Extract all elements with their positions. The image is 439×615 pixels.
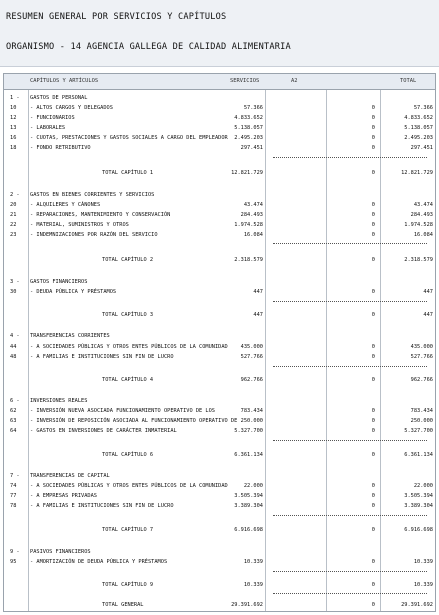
table-row: 21 - REPARACIONES, MANTENIMIENTO Y CONSERVACIÓN 284.493 0 284.493 [10, 212, 433, 218]
table-row: 44 - A SOCIEDADES PÚBLICAS Y OTROS ENTES PÚBLICOS DE LA COMUNIDAD 435.000 0 435.000 [10, 344, 433, 350]
chapter-total-row: TOTAL CAPÍTULO 6 6.361.134 0 6.361.134 [102, 452, 433, 458]
subtotal-rule [273, 366, 427, 367]
subtotal-rule [273, 515, 427, 516]
table-row: 7 - TRANSFERENCIAS DE CAPITAL [10, 473, 110, 479]
table-row: 12 - FUNCIONARIOS 4.833.652 0 4.833.652 [10, 115, 433, 121]
table-row: 3 - GASTOS FINANCIEROS [10, 279, 88, 285]
table-row: 77 - A EMPRESAS PRIVADAS 3.505.394 0 3.505.394 [10, 493, 433, 499]
subtotal-rule [273, 243, 427, 244]
chapter-total-row: TOTAL CAPÍTULO 1 12.821.729 0 12.821.729 [102, 170, 433, 176]
subtotal-rule [273, 301, 427, 302]
table-header [4, 74, 435, 90]
summary-table [3, 73, 436, 612]
table-row: 20 - ALQUILERES Y CÁNONES 43.474 0 43.474 [10, 202, 433, 208]
table-row: 48 - A FAMILIAS E INSTITUCIONES SIN FIN DE LUCRO 527.766 0 527.766 [10, 354, 433, 360]
grand-total-row: TOTAL GENERAL 29.391.692 0 29.391.692 [102, 602, 433, 608]
table-row: 18 - FONDO RETRIBUTIVO 297.451 0 297.451 [10, 145, 433, 151]
report-header [0, 0, 439, 67]
column-header-desc: CAPÍTULOS Y ARTÍCULOS [30, 78, 99, 84]
table-row: 2 - GASTOS EN BIENES CORRIENTES Y SERVICIOS [10, 192, 155, 198]
chapter-total-row: TOTAL CAPÍTULO 2 2.318.579 0 2.318.579 [102, 257, 433, 263]
organismo-title: ORGANISMO - 14 AGENCIA GALLEGA DE CALIDAD ALIMENTARIA [6, 42, 291, 52]
table-row: 64 - GASTOS EN INVERSIONES DE CARÁCTER INMATERIAL 5.327.700 0 5.327.700 [10, 428, 433, 434]
table-row: 6 - INVERSIONES REALES [10, 398, 88, 404]
subtotal-rule [273, 440, 427, 441]
column-header-servicios: SERVICIOS [230, 78, 260, 84]
table-row: 63 - INVERSIÓN DE REPOSICIÓN ASOCIADA AL FUNCIONAMIENTO OPERATIVO DE 250.000 0 250.000 [10, 418, 433, 424]
chapter-total-row: TOTAL CAPÍTULO 4 962.766 0 962.766 [102, 377, 433, 383]
table-row: 9 - PASIVOS FINANCIEROS [10, 549, 91, 555]
chapter-total-row: TOTAL CAPÍTULO 3 447 0 447 [102, 312, 433, 318]
table-row: 74 - A SOCIEDADES PÚBLICAS Y OTROS ENTES PÚBLICOS DE LA COMUNIDAD 22.000 0 22.000 [10, 483, 433, 489]
table-row: 78 - A FAMILIAS E INSTITUCIONES SIN FIN DE LUCRO 3.389.304 0 3.389.304 [10, 503, 433, 509]
subtotal-rule [273, 157, 427, 158]
table-row: 95 - AMORTIZACIÓN DE DEUDA PÚBLICA Y PRÉSTAMOS 10.339 0 10.339 [10, 559, 433, 565]
table-row: 62 - INVERSIÓN NUEVA ASOCIADA FUNCIONAMIENTO OPERATIVO DE LOS 783.434 0 783.434 [10, 408, 433, 414]
subtotal-rule [273, 593, 427, 594]
table-row: 1 - GASTOS DE PERSONAL [10, 95, 88, 101]
subtotal-rule [273, 571, 427, 572]
table-row: 30 - DEUDA PÚBLICA Y PRÉSTAMOS 447 0 447 [10, 289, 433, 295]
column-header-a2: A2 [291, 78, 298, 84]
table-row: 23 - INDEMNIZACIONES POR RAZÓN DEL SERVICIO 16.084 0 16.084 [10, 232, 433, 238]
table-row: 22 - MATERIAL, SUMINISTROS Y OTROS 1.974.528 0 1.974.528 [10, 222, 433, 228]
report-title: RESUMEN GENERAL POR SERVICIOS Y CAPÍTULOS [6, 12, 227, 22]
chapter-total-row: TOTAL CAPÍTULO 7 6.916.698 0 6.916.698 [102, 527, 433, 533]
column-header-total: TOTAL [400, 78, 417, 84]
table-row: 4 - TRANSFERENCIAS CORRIENTES [10, 333, 110, 339]
chapter-total-row: TOTAL CAPÍTULO 9 10.339 0 10.339 [102, 582, 433, 588]
table-row: 13 - LABORALES 5.138.057 0 5.138.057 [10, 125, 433, 131]
table-row: 16 - CUOTAS, PRESTACIONES Y GASTOS SOCIALES A CARGO DEL EMPLEADOR 2.495.203 0 2.495.203 [10, 135, 433, 141]
table-row: 10 - ALTOS CARGOS Y DELEGADOS 57.366 0 57.366 [10, 105, 433, 111]
